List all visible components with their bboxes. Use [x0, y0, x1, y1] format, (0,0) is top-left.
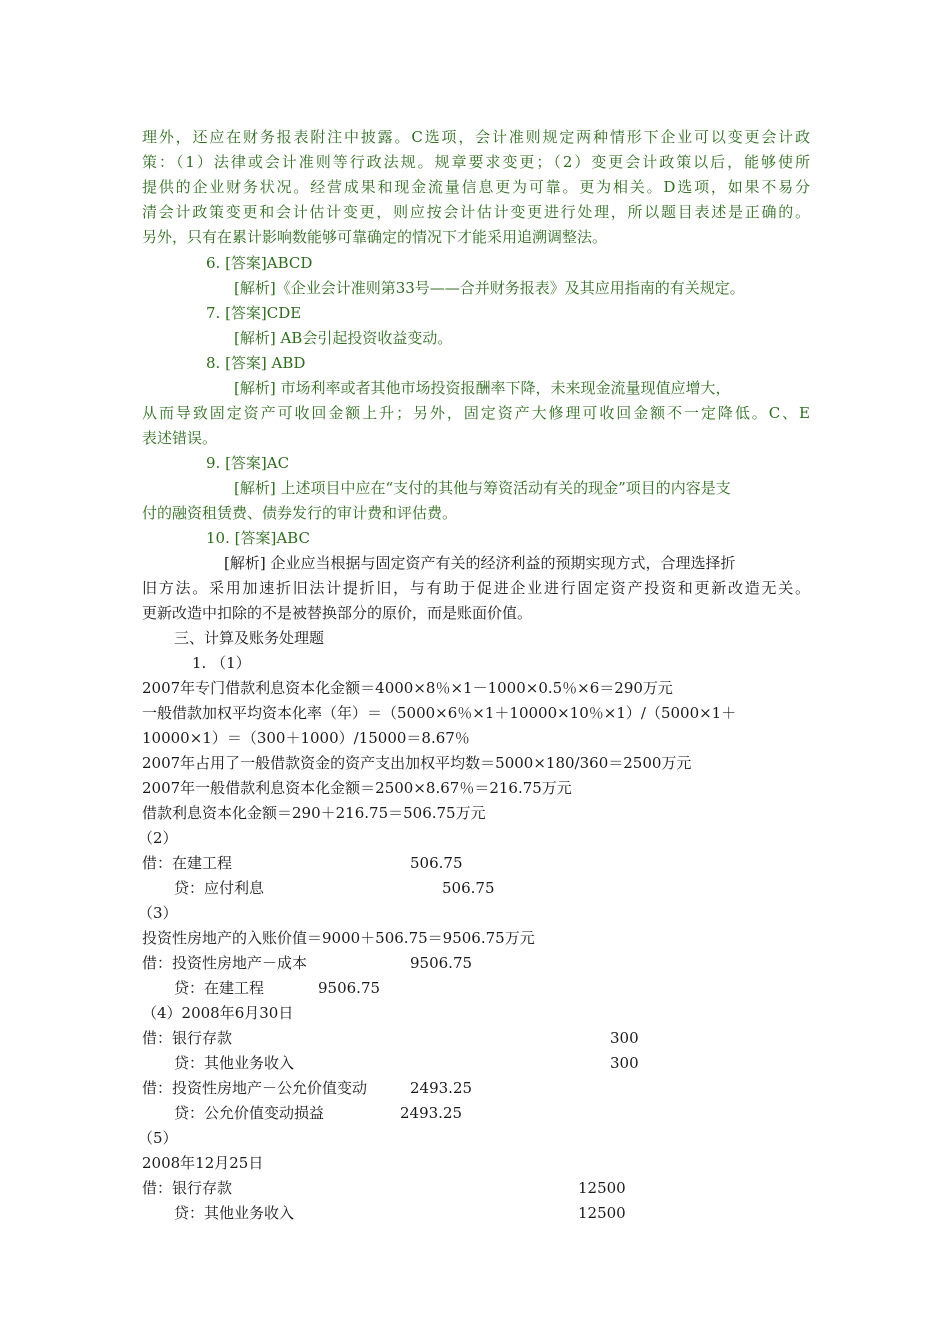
entry4b-debit-amount: 2493.25 [410, 1079, 473, 1097]
q10-analysis-line-2: 旧方法。采用加速折旧法计提折旧，与有助于促进企业进行固定资产投资和更新改造无关。 [142, 579, 810, 597]
q6-answer: 6. [答案]ABCD [206, 254, 313, 272]
entry3-debit-amount: 9506.75 [410, 954, 473, 972]
q8-analysis-line-2: 从而导致固定资产可收回金额上升；另外，固定资产大修理可收回金额不一定降低。C、E [142, 404, 810, 422]
part-5-label: （5） [138, 1129, 178, 1147]
entry4a-debit: 借：银行存款 [142, 1029, 233, 1047]
part-2-label: （2） [138, 829, 178, 847]
intro-line-3: 提供的企业财务状况。经营成果和现金流量信息更为可靠。更为相关。D选项，如果不易分 [142, 178, 810, 196]
entry2-debit: 借：在建工程 [142, 854, 233, 872]
q8-answer: 8. [答案] ABD [206, 354, 306, 372]
entry2-credit: 贷：应付利息 [174, 879, 265, 897]
q10-analysis-line-3: 更新改造中扣除的不是被替换部分的原价，而是账面价值。 [142, 604, 533, 622]
entry2-debit-amount: 506.75 [410, 854, 463, 872]
entry5-credit-amount: 12500 [578, 1204, 626, 1222]
entry5-debit-amount: 12500 [578, 1179, 626, 1197]
part-3-label: （3） [138, 904, 178, 922]
entry5-debit: 借：银行存款 [142, 1179, 233, 1197]
q6-analysis: [解析]《企业会计准则第33号——合并财务报表》及其应用指南的有关规定。 [234, 279, 745, 297]
q8-analysis-line-3: 表述错误。 [142, 429, 218, 447]
intro-line-4: 清会计政策变更和会计估计变更，则应按会计估计变更进行处理，所以题目表述是正确的。 [142, 203, 810, 221]
entry4b-credit: 贷：公允价值变动损益 [174, 1104, 325, 1122]
q9-analysis-line-2: 付的融资租赁费、债券发行的审计费和评估费。 [142, 504, 458, 522]
entry4a-debit-amount: 300 [610, 1029, 639, 1047]
calc-line-2b: 10000×1）＝（300＋1000）/15000＝8.67％ [142, 729, 470, 747]
date-5: 2008年12月25日 [142, 1154, 264, 1172]
intro-line-5: 另外，只有在累计影响数能够可靠确定的情况下才能采用追溯调整法。 [142, 228, 608, 246]
calc-line-4: 2007年一般借款利息资本化金额＝2500×8.67％＝216.75万元 [142, 779, 572, 797]
q10-answer: 10. [答案]ABC [206, 529, 310, 547]
q7-analysis: [解析] AB会引起投资收益变动。 [234, 329, 453, 347]
entry3-debit: 借：投资性房地产－成本 [142, 954, 308, 972]
intro-line-1: 理外，还应在财务报表附注中披露。C选项，会计准则规定两种情形下企业可以变更会计政 [142, 128, 810, 146]
entry4b-debit: 借：投资性房地产－公允价值变动 [142, 1079, 368, 1097]
q7-answer: 7. [答案]CDE [206, 304, 302, 322]
entry3-credit-amount: 9506.75 [318, 979, 381, 997]
calc-line-3: 2007年占用了一般借款资金的资产支出加权平均数＝5000×180/360＝2500万元 [142, 754, 692, 772]
q1-label: 1. （1） [192, 654, 251, 672]
q9-analysis-line-1: [解析] 上述项目中应在“支付的其他与筹资活动有关的现金”项目的内容是支 [234, 479, 731, 497]
section-heading: 三、计算及账务处理题 [174, 629, 325, 647]
entry3-credit: 贷：在建工程 [174, 979, 265, 997]
calc-line-2a: 一般借款加权平均资本化率（年）＝（5000×6％×1＋10000×10％×1）/（5000×1＋ [142, 704, 737, 722]
calc-line-5: 借款利息资本化金额＝290＋216.75＝506.75万元 [142, 804, 486, 822]
q9-answer: 9. [答案]AC [206, 454, 290, 472]
q10-analysis-line-1: [解析] 企业应当根据与固定资产有关的经济利益的预期实现方式，合理选择折 [224, 554, 736, 572]
calc-line-1: 2007年专门借款利息资本化金额＝4000×8％×1－1000×0.5％×6＝290万元 [142, 679, 673, 697]
part-4-label: （4）2008年6月30日 [142, 1004, 294, 1022]
entry4a-credit-amount: 300 [610, 1054, 639, 1072]
entry4a-credit: 贷：其他业务收入 [174, 1054, 295, 1072]
entry5-credit: 贷：其他业务收入 [174, 1204, 295, 1222]
calc-line-6: 投资性房地产的入账价值＝9000＋506.75＝9506.75万元 [142, 929, 535, 947]
entry4b-credit-amount: 2493.25 [400, 1104, 463, 1122]
entry2-credit-amount: 506.75 [442, 879, 495, 897]
intro-line-2: 策：（1）法律或会计准则等行政法规。规章要求变更；（2）变更会计政策以后，能够使所 [142, 153, 810, 171]
q8-analysis-line-1: [解析] 市场利率或者其他市场投资报酬率下降，未来现金流量现值应增大， [234, 379, 731, 397]
